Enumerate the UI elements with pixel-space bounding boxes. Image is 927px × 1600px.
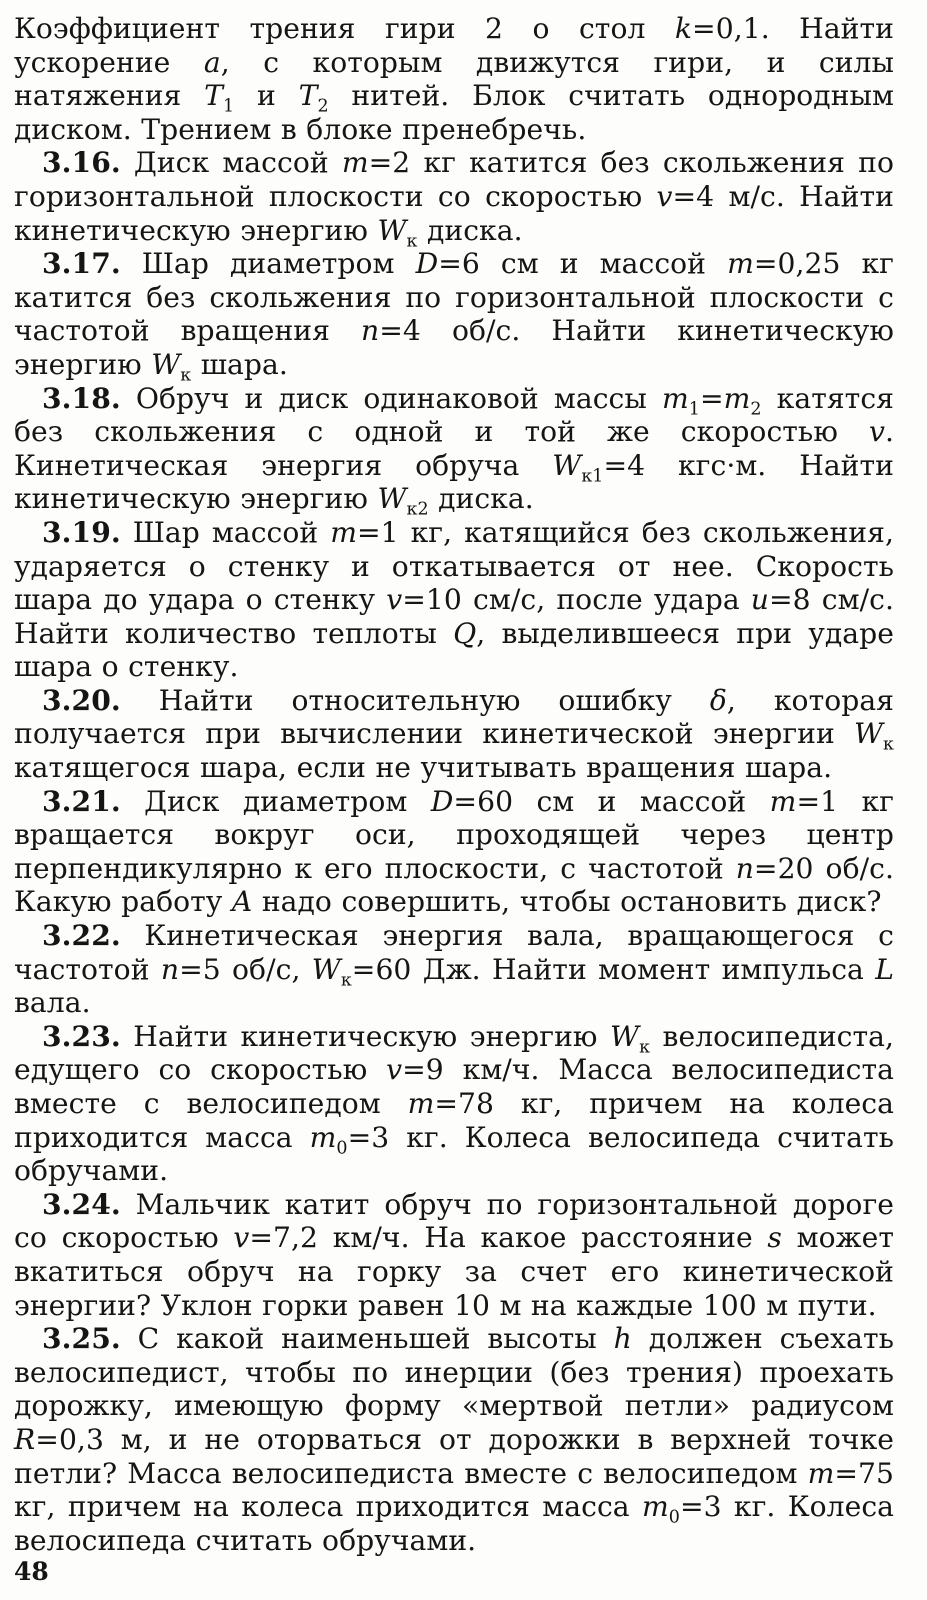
text-run: =4 об/с. Найти кинетическую энергию bbox=[14, 314, 894, 381]
problem-text bbox=[14, 1020, 894, 1187]
problem-text bbox=[14, 785, 894, 919]
problem-text bbox=[14, 1188, 894, 1322]
subscript: 0 bbox=[668, 1507, 680, 1528]
problem-3-18 bbox=[14, 381, 894, 520]
text-run: =10 см/с, после удара bbox=[402, 583, 751, 617]
text-run: =60 см и массой bbox=[453, 784, 770, 818]
problem-number: 3.24. bbox=[42, 1187, 121, 1221]
text-run: должен съехать велосипедист, чтобы по инерции (без трения) проехать дорожку, имеющую форму «мертвой петли» радиусом bbox=[14, 1322, 894, 1423]
text-run: =5 об/с, bbox=[179, 952, 312, 986]
variable: T bbox=[298, 79, 318, 113]
text-run: велосипедиста, едущего со скоростью bbox=[14, 1019, 895, 1087]
variable: m bbox=[769, 784, 797, 818]
problem-number: 3.19. bbox=[42, 515, 121, 549]
variable: m bbox=[661, 381, 689, 415]
text-run: = bbox=[699, 381, 724, 415]
text-run: =20 об/с. Какую работу bbox=[14, 851, 894, 919]
subscript: к2 bbox=[406, 499, 429, 520]
problem-number: 3.25. bbox=[42, 1322, 121, 1356]
subscript: к1 bbox=[581, 466, 604, 487]
variable: n bbox=[160, 952, 180, 986]
text-run: Кинетическая энергия вала, вращающегося с частотой bbox=[14, 919, 894, 986]
text-run: =2 кг катится без скольжения по горизонтальной плоскости со скоростью bbox=[14, 146, 894, 213]
variable: R bbox=[14, 1422, 36, 1456]
variable: m bbox=[723, 381, 751, 415]
variable: D bbox=[415, 247, 439, 281]
subscript: к bbox=[406, 231, 418, 252]
variable: v bbox=[233, 1221, 250, 1255]
variable: v bbox=[869, 415, 885, 449]
text-run: =3 кг. Колеса велосипеда считать обручами. bbox=[14, 1490, 895, 1557]
text-run: =0,3 м, и не оторваться от дорожки в верхней точке петли? Масса велосипедиста вместе с велосипедом bbox=[14, 1422, 894, 1490]
text-run: =0,25 кг катится без скольжения по горизонтальной плоскости с частотой вращения bbox=[14, 247, 895, 348]
problem-text bbox=[14, 684, 894, 784]
variable: L bbox=[875, 952, 894, 986]
text-run: и bbox=[234, 79, 299, 113]
subscript: к bbox=[340, 970, 352, 991]
problem-number: 3.18. bbox=[42, 381, 121, 415]
variable: n bbox=[735, 851, 754, 885]
variable: m bbox=[642, 1490, 669, 1524]
variable: δ bbox=[709, 683, 727, 717]
text-run: , с которым движутся гири, и силы натяжения bbox=[14, 45, 894, 113]
problem-text bbox=[14, 1322, 894, 1557]
problem-3-16 bbox=[14, 146, 894, 252]
text-run: Шар массой bbox=[120, 515, 331, 549]
problem-3-25 bbox=[14, 1322, 894, 1557]
problem-number: 3.23. bbox=[42, 1019, 121, 1053]
text-run: нитей. Блок считать однородным диском. Трением в блоке пренебречь. bbox=[14, 79, 895, 146]
text-run: . Кинетическая энергия обруча bbox=[14, 415, 894, 482]
text-run: вала. bbox=[14, 986, 91, 1020]
problem-number: 3.22. bbox=[42, 919, 121, 953]
text-run: Найти относительную ошибку bbox=[120, 683, 710, 717]
problem-number: 3.17. bbox=[42, 247, 121, 281]
text-run: катятся без скольжения с одной и той же скоростью bbox=[14, 381, 894, 449]
variable: v bbox=[386, 583, 403, 617]
subscript: к bbox=[883, 735, 894, 756]
text-run: диска. bbox=[428, 482, 534, 516]
text-run: =4 м/с. Найти кинетическую энергию bbox=[14, 179, 894, 247]
variable: v bbox=[656, 179, 673, 213]
variable: s bbox=[767, 1221, 782, 1255]
text-run: =9 км/ч. Масса велосипедиста вместе с велосипедом bbox=[14, 1053, 895, 1120]
problem-3-24 bbox=[14, 1188, 894, 1322]
text-run: =6 см и массой bbox=[438, 247, 728, 281]
text-run: , выделившееся при ударе шара о стенку. bbox=[14, 616, 894, 684]
problem-number: 3.21. bbox=[42, 784, 121, 818]
text-run: Коэффициент трения гири 2 о стол bbox=[14, 12, 675, 45]
subscript: к bbox=[180, 365, 192, 386]
text-run: Найти кинетическую энергию bbox=[120, 1019, 611, 1053]
variable: m bbox=[309, 1120, 337, 1154]
text-run: =3 кг. Колеса велосипеда считать обручами. bbox=[14, 1120, 895, 1188]
text-run: =78 кг, причем на колеса приходится масса bbox=[14, 1087, 894, 1154]
variable: W bbox=[377, 213, 407, 247]
variable: A bbox=[231, 885, 253, 919]
variable: T bbox=[204, 79, 224, 113]
text-run: Диск массой bbox=[120, 146, 342, 180]
problem-text bbox=[14, 516, 894, 683]
problem-text bbox=[14, 12, 894, 146]
page-text bbox=[14, 12, 894, 1557]
text-run: =60 Дж. Найти момент импульса bbox=[351, 952, 876, 986]
problem-number: 3.20. bbox=[42, 683, 121, 717]
problem-3-21 bbox=[14, 785, 894, 919]
problem-3-17 bbox=[14, 247, 895, 386]
text-run: =1 кг вращается вокруг оси, проходящей через центр перпендикулярно к его плоскости, с частотой bbox=[14, 784, 894, 885]
variable: n bbox=[361, 314, 380, 348]
text-run: Диск диаметром bbox=[120, 784, 431, 818]
variable: W bbox=[311, 952, 341, 986]
problem-text bbox=[14, 146, 894, 252]
variable: m bbox=[407, 1087, 435, 1120]
problem-3-22 bbox=[14, 919, 894, 1020]
variable: m bbox=[341, 146, 369, 180]
variable: m bbox=[330, 515, 357, 549]
text-run: =0,1. Найти ускорение bbox=[14, 12, 894, 79]
text-run: =75 кг, причем на колеса приходится масса bbox=[14, 1456, 894, 1524]
text-run: диска. bbox=[417, 213, 523, 247]
text-run: =4 кгс·м. Найти кинетическую энергию bbox=[14, 448, 894, 516]
variable: m bbox=[727, 247, 754, 281]
subscript: 2 bbox=[317, 96, 329, 117]
variable: a bbox=[203, 45, 221, 79]
text-run: катящегося шара, если не учитывать вращения шара. bbox=[14, 751, 833, 785]
variable: W bbox=[377, 482, 407, 516]
page-number: 48 bbox=[14, 1557, 49, 1586]
variable: W bbox=[151, 347, 181, 381]
problem-text bbox=[14, 919, 894, 1019]
text-run: Шар диаметром bbox=[120, 247, 416, 281]
subscript: 1 bbox=[223, 96, 235, 117]
variable: Q bbox=[453, 616, 477, 650]
text-run: =8 см/с. Найти количество теплоты bbox=[14, 583, 894, 650]
variable: u bbox=[750, 583, 770, 617]
subscript: 0 bbox=[336, 1138, 348, 1159]
problem-3-23 bbox=[14, 1020, 894, 1188]
problem-text bbox=[14, 247, 895, 386]
variable: W bbox=[552, 448, 582, 482]
subscript: 1 bbox=[688, 399, 700, 420]
subscript: к bbox=[639, 1037, 651, 1058]
problem-text bbox=[14, 381, 894, 520]
text-run: Обруч и диск одинаковой массы bbox=[120, 381, 662, 415]
subscript: 2 bbox=[750, 399, 762, 420]
problem-3-20 bbox=[14, 684, 894, 785]
text-run: , которая получается при вычислении кинетической энергии bbox=[14, 683, 895, 751]
variable: W bbox=[610, 1019, 640, 1053]
variable: W bbox=[854, 717, 884, 751]
problem-number: 3.16. bbox=[42, 146, 121, 180]
variable: D bbox=[430, 784, 454, 818]
problem-3-19 bbox=[14, 516, 894, 684]
text-run: Мальчик катит обруч по горизонтальной дороге со скоростью bbox=[14, 1187, 894, 1255]
text-run: может вкатиться обруч на горку за счет его кинетической энергии? Уклон горки равен 10 м на каждые 100 м пути. bbox=[14, 1221, 894, 1322]
variable: v bbox=[386, 1053, 403, 1087]
text-run: =1 кг, катящийся без скольжения, ударяется о стенку и откатывается от нее. Скорость шара до удара о стенку bbox=[14, 515, 894, 617]
variable: m bbox=[807, 1456, 835, 1490]
text-run: С какой наименьшей высоты bbox=[120, 1322, 614, 1356]
text-run: шара. bbox=[191, 347, 288, 381]
variable: h bbox=[613, 1322, 632, 1356]
text-run: надо совершить, чтобы остановить диск? bbox=[252, 885, 882, 919]
text-run: =7,2 км/ч. На какое расстояние bbox=[249, 1221, 768, 1255]
problem-3-15-continuation bbox=[14, 12, 894, 146]
variable: k bbox=[674, 12, 693, 45]
